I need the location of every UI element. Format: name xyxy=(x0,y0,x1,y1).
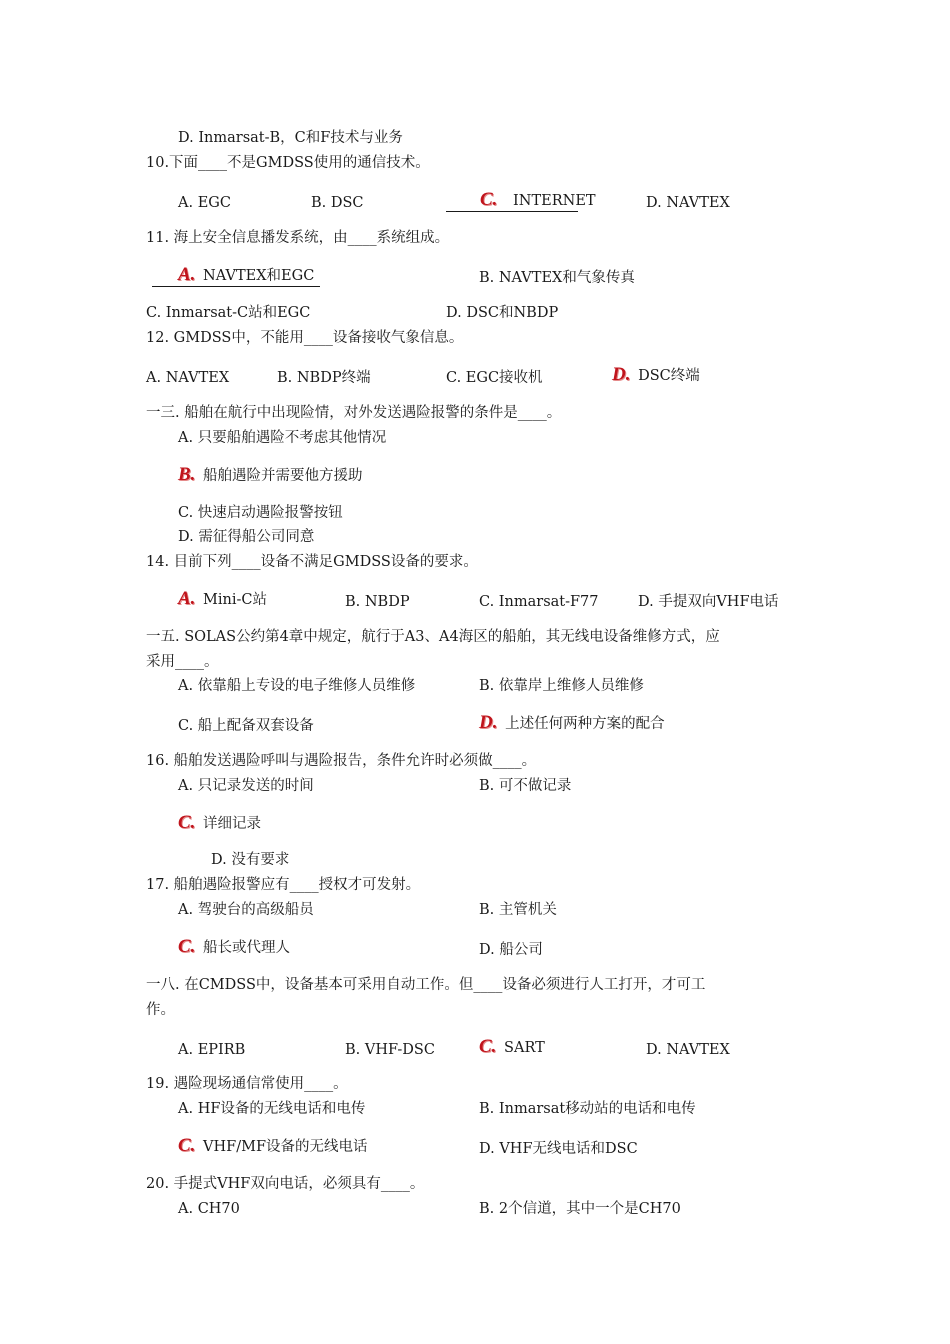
answer-mark: C. xyxy=(479,1036,497,1057)
option-text: VHF/MF设备的无线电话 xyxy=(203,1139,368,1155)
q11-stem: 11. 海上安全信息播发系统，由____系统组成。 xyxy=(146,230,450,246)
answer-mark: C. xyxy=(178,1135,196,1156)
q18-option-b: B. VHF-DSC xyxy=(345,1042,435,1058)
option-text: SART xyxy=(504,1040,545,1056)
q13-option-a: A. 只要船舶遇险不考虑其他情况 xyxy=(178,430,387,446)
q17-option-c-answer xyxy=(178,937,290,958)
q16-option-a: A. 只记录发送的时间 xyxy=(178,778,314,794)
q17-option-b: B. 主管机关 xyxy=(479,902,557,918)
option-text: NAVTEX和EGC xyxy=(203,268,315,284)
q13-stem: 一三. 船舶在航行中出现险情，对外发送遇险报警的条件是____。 xyxy=(146,405,562,421)
option-text: 船长或代理人 xyxy=(203,940,291,956)
q11-option-a-answer xyxy=(178,265,314,286)
q19-option-a: A. HF设备的无线电话和电传 xyxy=(178,1101,366,1117)
option-text: Mini-C站 xyxy=(203,592,268,608)
q17-option-d: D. 船公司 xyxy=(479,942,543,958)
q9-option-d: D. Inmarsat-B，C和F技术与业务 xyxy=(178,130,403,146)
q13-option-b-answer xyxy=(178,465,363,486)
answer-mark: D. xyxy=(479,712,498,733)
option-text: 船舶遇险并需要他方援助 xyxy=(203,468,363,484)
q14-option-d: D. 手提双向VHF电话 xyxy=(638,594,779,610)
answer-mark: C. xyxy=(480,189,498,210)
answer-mark: D. xyxy=(612,364,631,385)
option-text: INTERNET xyxy=(513,193,596,209)
q11-option-c: C. Inmarsat-C站和EGC xyxy=(146,305,311,321)
q12-option-d-answer xyxy=(612,365,700,386)
q15-option-b: B. 依靠岸上维修人员维修 xyxy=(479,678,644,694)
q13-option-c: C. 快速启动遇险报警按钮 xyxy=(178,505,343,521)
q14-stem: 14. 目前下列____设备不满足GMDSS设备的要求。 xyxy=(146,554,478,570)
q11-answer-underline xyxy=(152,286,320,287)
q20-stem: 20. 手提式VHF双向电话，必须具有____。 xyxy=(146,1176,425,1192)
q19-option-d: D. VHF无线电话和DSC xyxy=(479,1141,638,1157)
q20-option-a: A. CH70 xyxy=(178,1201,240,1217)
q17-stem: 17. 船舶遇险报警应有____授权才可发射。 xyxy=(146,877,421,893)
q16-option-c-answer xyxy=(178,813,261,834)
q15-option-d-answer xyxy=(479,713,665,734)
q18-option-d: D. NAVTEX xyxy=(646,1042,730,1058)
q15-stem-line2: 采用____。 xyxy=(146,654,219,670)
q20-option-b: B. 2个信道，其中一个是CH70 xyxy=(479,1201,681,1217)
q10-option-c-answer xyxy=(480,190,596,211)
q19-option-c-answer xyxy=(178,1136,368,1157)
q11-option-d: D. DSC和NBDP xyxy=(446,305,559,321)
q15-option-a: A. 依靠船上专设的电子维修人员维修 xyxy=(178,678,416,694)
q11-option-b: B. NAVTEX和气象传真 xyxy=(479,270,635,286)
q10-option-d: D. NAVTEX xyxy=(646,195,730,211)
q10-stem: 10.下面____不是GMDSS使用的通信技术。 xyxy=(146,155,430,171)
q16-option-d: D. 没有要求 xyxy=(211,852,290,868)
option-text: 详细记录 xyxy=(203,816,262,832)
q18-option-c-answer xyxy=(479,1037,545,1058)
option-text: 上述任何两种方案的配合 xyxy=(505,716,665,732)
q15-option-c: C. 船上配备双套设备 xyxy=(178,718,314,734)
q14-option-b: B. NBDP xyxy=(345,594,410,610)
q14-option-c: C. Inmarsat-F77 xyxy=(479,594,599,610)
q18-stem-line2: 作。 xyxy=(146,1002,175,1018)
q16-stem: 16. 船舶发送遇险呼叫与遇险报告，条件允许时必须做____。 xyxy=(146,753,537,769)
q10-answer-underline xyxy=(446,211,578,212)
q12-option-a: A. NAVTEX xyxy=(146,370,230,386)
q10-option-b: B. DSC xyxy=(311,195,364,211)
q18-option-a: A. EPIRB xyxy=(178,1042,246,1058)
answer-mark: C. xyxy=(178,812,196,833)
q17-option-a: A. 驾驶台的高级船员 xyxy=(178,902,314,918)
q12-option-b: B. NBDP终端 xyxy=(277,370,371,386)
q12-option-c: C. EGC接收机 xyxy=(446,370,543,386)
answer-mark: B. xyxy=(178,464,196,485)
answer-mark: A. xyxy=(178,264,196,285)
q15-stem-line1: 一五. SOLAS公约第4章中规定，航行于A3、A4海区的船舶，其无线电设备维修方式，应 xyxy=(146,629,720,645)
answer-mark: A. xyxy=(178,588,196,609)
q10-option-a: A. EGC xyxy=(178,195,231,211)
q18-stem-line1: 一八. 在CMDSS中，设备基本可采用自动工作。但____设备必须进行人工打开，才可工 xyxy=(146,977,706,993)
q19-stem: 19. 遇险现场通信常使用____。 xyxy=(146,1076,348,1092)
q13-option-d: D. 需征得船公司同意 xyxy=(178,529,315,545)
q16-option-b: B. 可不做记录 xyxy=(479,778,572,794)
q14-option-a-answer xyxy=(178,589,267,610)
q12-stem: 12. GMDSS中，不能用____设备接收气象信息。 xyxy=(146,330,464,346)
option-text: DSC终端 xyxy=(638,368,700,384)
answer-mark: C. xyxy=(178,936,196,957)
q19-option-b: B. Inmarsat移动站的电话和电传 xyxy=(479,1101,696,1117)
